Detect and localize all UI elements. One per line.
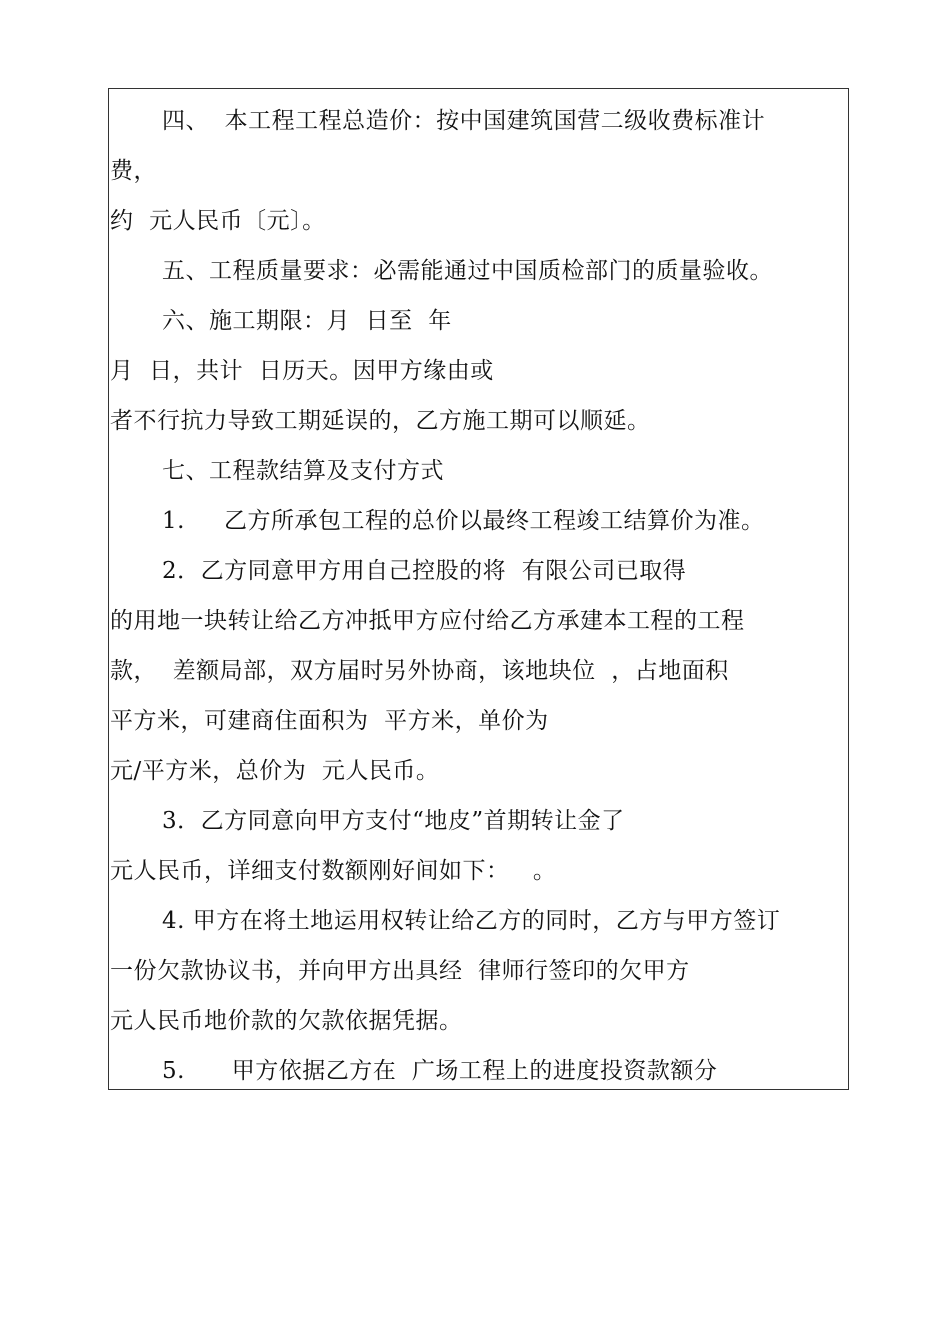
clause-4-line-3: 约 元人民币〔元〕。 (110, 208, 326, 234)
item-4-line-1: 4. 甲方在将土地运用权转让给乙方的同时，乙方与甲方签订 (162, 908, 781, 934)
document-frame (108, 88, 849, 1090)
clause-5-line: 五、工程质量要求：必需能通过中国质检部门的质量验收。 (162, 258, 773, 284)
clause-4-line-1: 四、 本工程工程总造价：按中国建筑国营二级收费标准计 (162, 108, 766, 134)
item-2-line-5: 元/平方米，总价为 元人民币。 (110, 758, 440, 784)
clause-6-line-1: 六、施工期限：月 日至 年 (162, 308, 452, 334)
item-2-line-1: 2．乙方同意甲方用自己控股的将 有限公司已取得 (162, 558, 687, 584)
item-3-line-2: 元人民币，详细支付数额刚好间如下： 。 (110, 858, 557, 884)
clause-4-line-2: 费， (110, 158, 157, 184)
item-4-line-2: 一份欠款协议书，并向甲方出具经 律师行签印的欠甲方 (110, 958, 690, 984)
item-5-line-1: 5. 甲方依据乙方在 广场工程上的进度投资款额分 (162, 1058, 718, 1084)
item-2-line-2: 的用地一块转让给乙方冲抵甲方应付给乙方承建本工程的工程 (110, 608, 745, 634)
clause-6-line-3: 者不行抗力导致工期延误的，乙方施工期可以顺延。 (110, 408, 651, 434)
item-4-line-3: 元人民币地价款的欠款依据凭据。 (110, 1008, 463, 1034)
item-3-line-1: 3．乙方同意向甲方支付“地皮”首期转让金了 (162, 808, 625, 834)
item-1-line: 1. 乙方所承包工程的总价以最终工程竣工结算价为准。 (162, 508, 765, 534)
clause-7-heading: 七、工程款结算及支付方式 (162, 458, 444, 484)
clause-6-line-2: 月 日，共计 日历天。因甲方缘由或 (110, 358, 494, 384)
item-2-line-4: 平方米，可建商住面积为 平方米，单价为 (110, 708, 549, 734)
item-2-line-3: 款， 差额局部，双方届时另外协商，该地块位 ，占地面积 (110, 658, 729, 684)
